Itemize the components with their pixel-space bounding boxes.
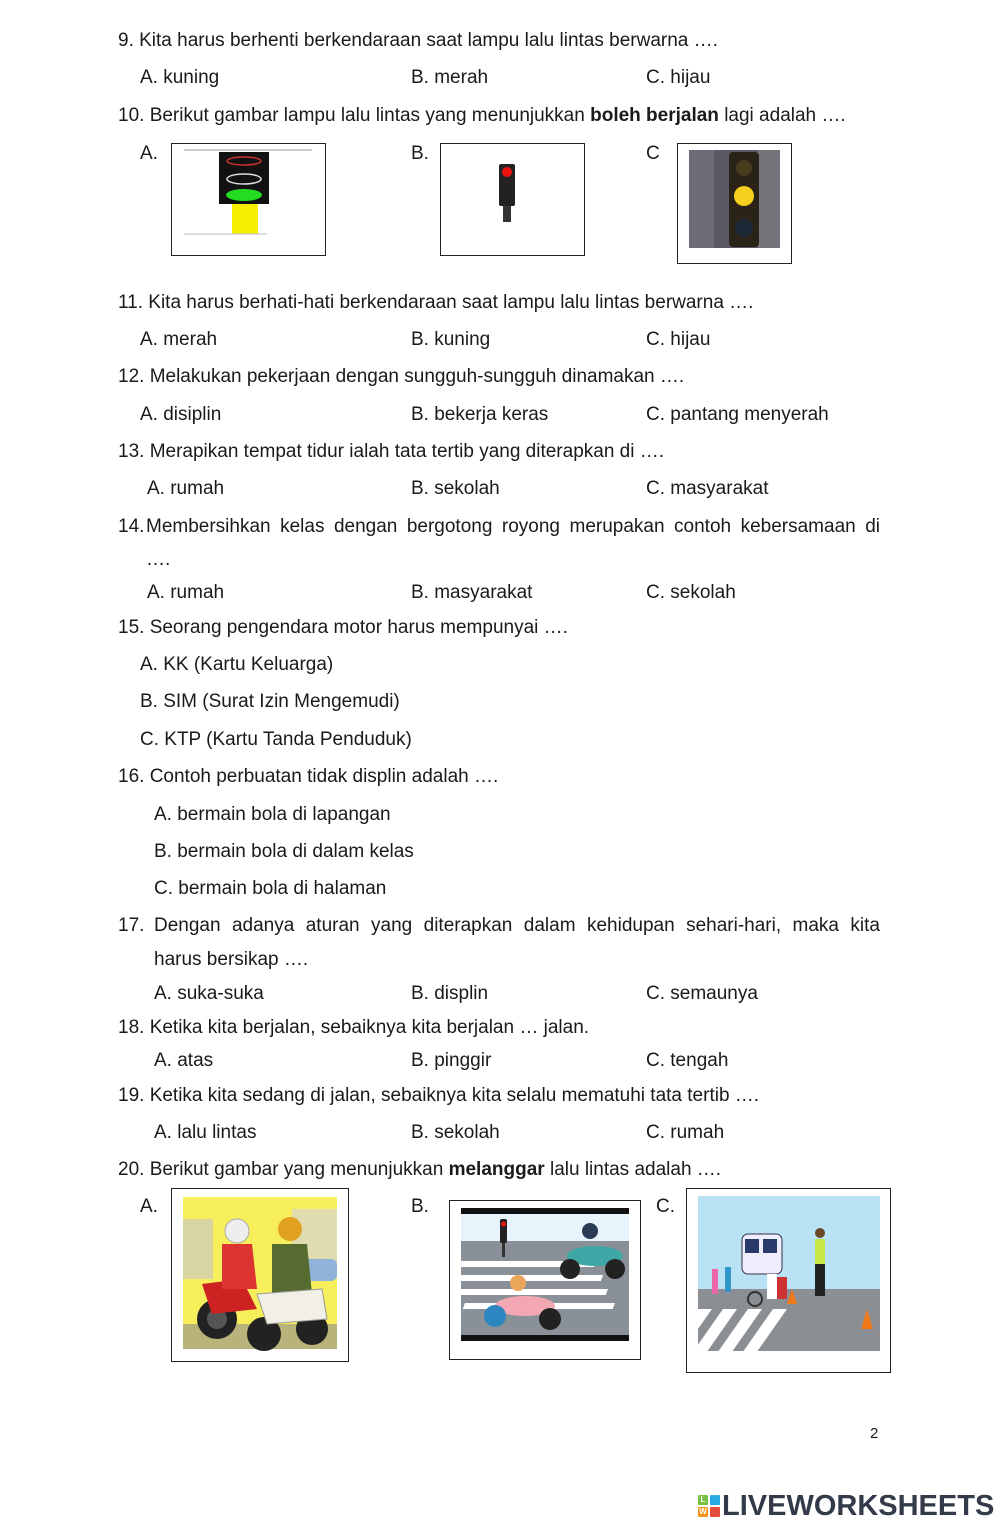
q11-option-a[interactable]: A. merah [140, 329, 218, 350]
question-16: 16. Contoh perbuatan tidak displin adalah …. [118, 766, 499, 787]
question-17-number: 17. [118, 915, 145, 936]
q18-option-a[interactable]: A. atas [154, 1050, 214, 1071]
q9-option-a[interactable]: A. kuning [140, 67, 220, 88]
liveworksheets-logo-icon: L W [698, 1495, 720, 1517]
q10-option-c-label[interactable]: C [646, 143, 660, 164]
q17-option-b[interactable]: B. displin [411, 983, 489, 1004]
liveworksheets-logo[interactable] [698, 1489, 994, 1523]
question-14: Membersihkan kelas dengan bergotong royong merupakan contoh kebersamaan di [146, 516, 880, 537]
q15-option-c[interactable]: C. KTP (Kartu Tanda Penduduk) [140, 729, 412, 750]
q13-option-a[interactable]: A. rumah [147, 478, 225, 499]
q19-option-a[interactable]: A. lalu lintas [154, 1122, 257, 1143]
traffic-light-green-image[interactable] [171, 143, 326, 256]
question-17-continuation: harus bersikap …. [154, 949, 309, 970]
liveworksheets-wordmark: LIVEWORKSHEETS [722, 1489, 995, 1522]
q19-option-c[interactable]: C. rumah [646, 1122, 725, 1143]
question-11: 11. Kita harus berhati-hati berkendaraan saat lampu lalu lintas berwarna …. [118, 292, 754, 313]
question-15: 15. Seorang pengendara motor harus mempunyai …. [118, 617, 568, 638]
motorcycle-riders-image[interactable] [171, 1188, 349, 1362]
page-number: 2 [870, 1425, 879, 1442]
question-9: 9. Kita harus berhenti berkendaraan saat lampu lalu lintas berwarna …. [118, 30, 718, 51]
traffic-light-yellow-photo[interactable] [677, 143, 792, 264]
q16-option-c[interactable]: C. bermain bola di halaman [154, 878, 387, 899]
question-17: Dengan adanya aturan yang diterapkan dalam kehidupan sehari-hari, maka kita [154, 915, 880, 936]
question-13: 13. Merapikan tempat tidur ialah tata tertib yang diterapkan di …. [118, 441, 665, 462]
question-12: 12. Melakukan pekerjaan dengan sungguh-sungguh dinamakan …. [118, 366, 685, 387]
police-crosswalk-photo[interactable] [686, 1188, 891, 1373]
q9-option-c[interactable]: C. hijau [646, 67, 711, 88]
q18-option-b[interactable]: B. pinggir [411, 1050, 492, 1071]
q14-option-b[interactable]: B. masyarakat [411, 582, 533, 603]
q15-option-b[interactable]: B. SIM (Surat Izin Mengemudi) [140, 691, 400, 712]
traffic-light-red-image[interactable] [440, 143, 585, 256]
q14-option-c[interactable]: C. sekolah [646, 582, 736, 603]
q12-option-b[interactable]: B. bekerja keras [411, 404, 549, 425]
q12-option-a[interactable]: A. disiplin [140, 404, 222, 425]
q20-option-a-label[interactable]: A. [140, 1196, 158, 1217]
question-10: 10. Berikut gambar lampu lalu lintas yang menunjukkan boleh berjalan lagi adalah …. [118, 105, 846, 126]
q11-option-b[interactable]: B. kuning [411, 329, 491, 350]
q17-option-c[interactable]: C. semaunya [646, 983, 758, 1004]
q12-option-c[interactable]: C. pantang menyerah [646, 404, 829, 425]
q9-option-b[interactable]: B. merah [411, 67, 489, 88]
q14-option-a[interactable]: A. rumah [147, 582, 225, 603]
q15-option-a[interactable]: A. KK (Kartu Keluarga) [140, 654, 334, 675]
q10-option-b-label[interactable]: B. [411, 143, 429, 164]
q10-option-a-label[interactable]: A. [140, 143, 158, 164]
q13-option-c[interactable]: C. masyarakat [646, 478, 769, 499]
zebra-crossing-motorbikes-image[interactable] [449, 1200, 641, 1360]
question-20: 20. Berikut gambar yang menunjukkan melanggar lalu lintas adalah …. [118, 1159, 722, 1180]
q16-option-a[interactable]: A. bermain bola di lapangan [154, 804, 391, 825]
question-14-number: 14. [118, 516, 145, 537]
q20-option-b-label[interactable]: B. [411, 1196, 429, 1217]
q20-option-c-label[interactable]: C. [656, 1196, 675, 1217]
question-18: 18. Ketika kita berjalan, sebaiknya kita berjalan … jalan. [118, 1017, 590, 1038]
question-19: 19. Ketika kita sedang di jalan, sebaiknya kita selalu mematuhi tata tertib …. [118, 1085, 760, 1106]
question-14-continuation: …. [146, 549, 171, 570]
q18-option-c[interactable]: C. tengah [646, 1050, 729, 1071]
q13-option-b[interactable]: B. sekolah [411, 478, 500, 499]
q17-option-a[interactable]: A. suka-suka [154, 983, 264, 1004]
q19-option-b[interactable]: B. sekolah [411, 1122, 500, 1143]
q16-option-b[interactable]: B. bermain bola di dalam kelas [154, 841, 414, 862]
q11-option-c[interactable]: C. hijau [646, 329, 711, 350]
